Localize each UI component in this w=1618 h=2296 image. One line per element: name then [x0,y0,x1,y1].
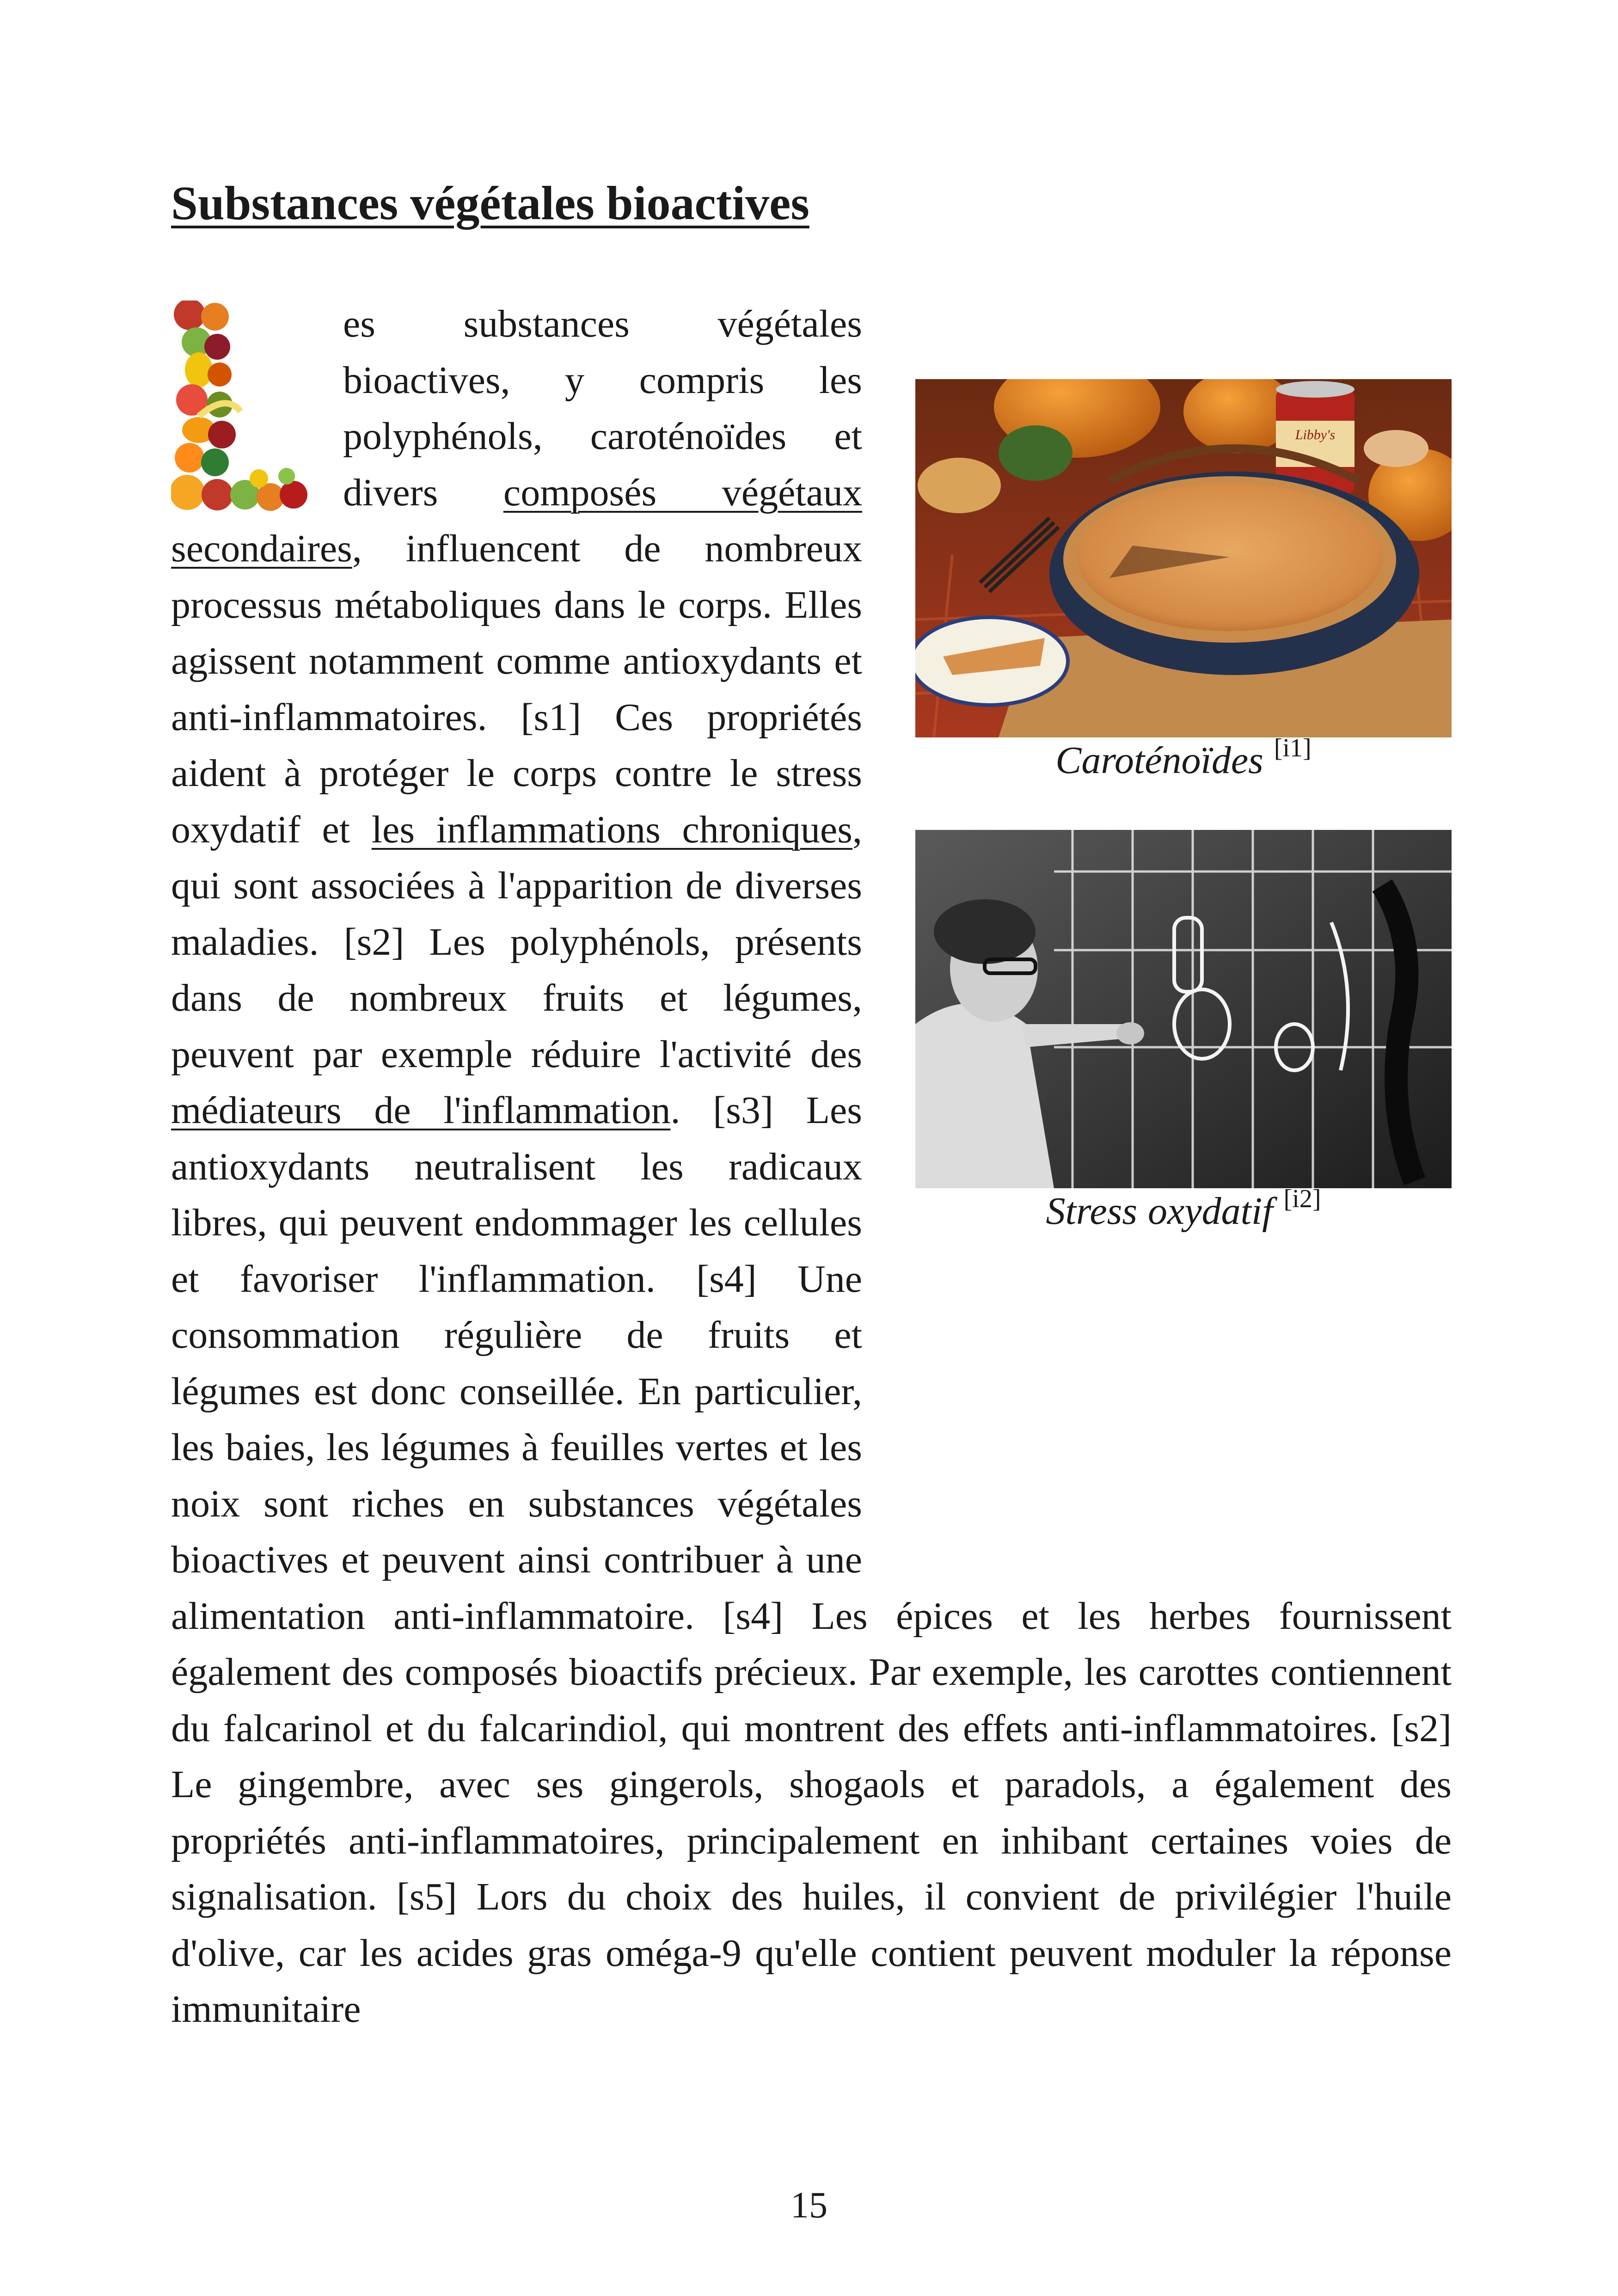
caption-ref: [i2] [1283,1185,1321,1213]
link-secondary-plant-compounds[interactable]: composés végétaux secondaires [171,471,862,570]
text-segment: es substances végétales bioactives, y compris les polyphénols, caroténoïdes et divers [343,302,862,514]
link-inflammation-mediators[interactable]: médiateurs de l'inflammation [171,1089,671,1132]
text-segment: , qui sont associées à l'apparition de diverses maladies. [s2] Les polyphénols, présents dans de nombreux fruits et légumes, peuvent par exemple réduire l'activité des [171,808,862,1076]
figure-column [915,379,1452,1572]
text-segment: , influencent de nombreux processus métaboliques dans le corps. Elles agissent notamment comme antioxydants et anti-inflammatoires. [s1] Ces propriétés aident à protéger le corps contre le stress oxydatif et [171,527,862,851]
caption-text: Caroténoïdes [1055,739,1263,782]
dropcap-letter-l [171,301,310,520]
caption-text: Stress oxydatif [1046,1190,1273,1233]
figure-oxidative-stress-image [915,830,1452,1188]
text-segment: . [s3] Les antioxydants neutralisent les radicaux libres, qui peuvent endommager les cellules et favoriser l'inflammation. [s4] Une consommation régulière de fruits et légumes est donc conseillée. En particulier, les baies, les légumes à feuilles vertes et les noix sont riches en substances végétales bioactives et peuvent ainsi contribuer à une alimentation anti-inflammatoire. [s4] Les épices et les herbes fournissent également des composés bioactifs précieux. Par exemple, les carottes contiennent du falcarinol et du falcarindiol, qui montrent des effets anti-inflammatoires. [s2] Le gingembre, avec ses gingerols, shogaols et paradols, a également des propriétés anti-inflammatoires, principalement en inhibant certaines voies de signalisation. [s5] Lors du choix des huiles, il convient de privilégier l'huile d'olive, car les acides gras oméga-9 qu'elle contient peuvent moduler la réponse immunitaire [171,1089,1452,2031]
can-label: Libby's [1295,427,1336,442]
caption-ref: [i1] [1274,734,1312,762]
figure-carotenoids-image [915,379,1452,737]
figure-oxidative-stress-caption [915,1185,1452,1281]
figure-carotenoids-caption [915,734,1452,830]
article-body [171,296,1452,2038]
page-title: Substances végétales bioactives [171,177,809,230]
page-number: 15 [791,2185,827,2226]
link-chronic-inflammations[interactable]: les inflammations chroniques [371,808,852,851]
